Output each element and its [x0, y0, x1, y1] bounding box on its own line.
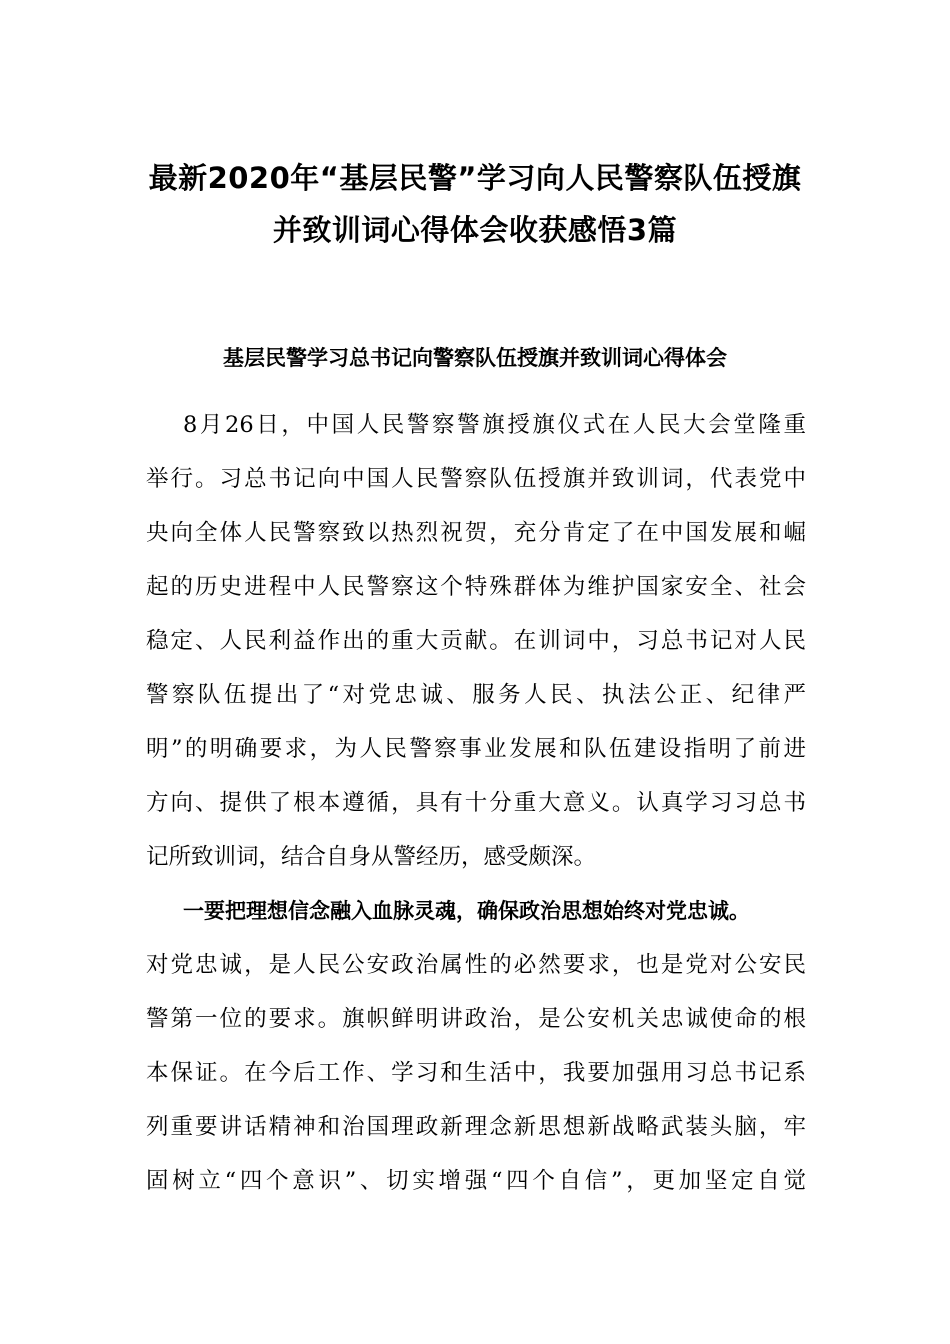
- paragraph-2-line: 对党忠诚，是人民公安政治属性的必然要求，也是党对公安民: [146, 952, 806, 978]
- section-heading: 基层民警学习总书记向警察队伍授旗并致训词心得体会: [223, 346, 727, 370]
- paragraph-1-line: 8月26日，中国人民警察警旗授旗仪式在人民大会堂隆重: [183, 412, 806, 438]
- paragraph-1-line: 记所致训词，结合自身从警经历，感受颇深。: [146, 844, 597, 870]
- document-title-line-2: 并致训词心得体会收获感悟3篇: [272, 213, 678, 247]
- paragraph-2-line: 固树立“四个意识”、切实增强“四个自信”，更加坚定自觉: [146, 1168, 806, 1194]
- paragraph-1-line: 央向全体人民警察致以热烈祝贺，充分肯定了在中国发展和崛: [146, 520, 806, 546]
- paragraph-1-line: 稳定、人民利益作出的重大贡献。在训词中，习总书记对人民: [146, 628, 806, 654]
- paragraph-1-line: 举行。习总书记向中国人民警察队伍授旗并致训词，代表党中: [146, 466, 806, 492]
- paragraph-2-line: 本保证。在今后工作、学习和生活中，我要加强用习总书记系: [146, 1060, 806, 1086]
- paragraph-2-line: 列重要讲话精神和治国理政新理念新思想新战略武装头脑，牢: [146, 1114, 806, 1140]
- paragraph-1-line: 起的历史进程中人民警察这个特殊群体为维护国家安全、社会: [146, 574, 806, 600]
- document-title-line-1: 最新2020年“基层民警”学习向人民警察队伍授旗: [148, 161, 802, 195]
- paragraph-1-line: 明”的明确要求，为人民警察事业发展和队伍建设指明了前进: [146, 736, 806, 762]
- paragraph-1-line: 方向、提供了根本遵循，具有十分重大意义。认真学习习总书: [146, 790, 806, 816]
- paragraph-1-line: 警察队伍提出了“对党忠诚、服务人民、执法公正、纪律严: [146, 682, 806, 708]
- paragraph-2-line: 警第一位的要求。旗帜鲜明讲政治，是公安机关忠诚使命的根: [146, 1006, 806, 1032]
- paragraph-2-lead-sentence: 一要把理想信念融入血脉灵魂，确保政治思想始终对党忠诚。: [183, 899, 750, 923]
